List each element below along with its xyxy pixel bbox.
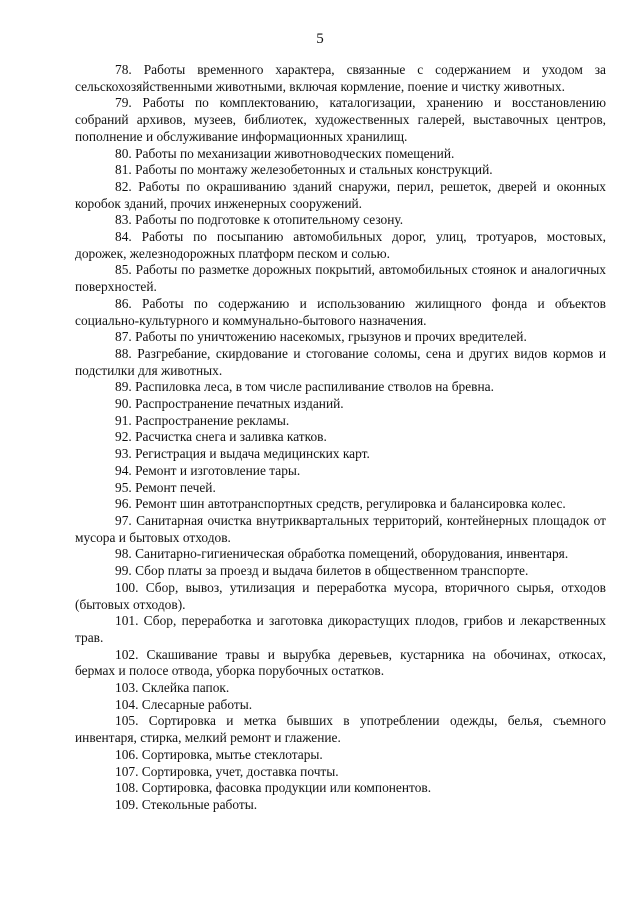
page-number: 5: [316, 31, 324, 47]
list-item: 91. Распространение рекламы.: [115, 412, 290, 428]
list-item: 93. Регистрация и выдача медицинских карт.: [115, 446, 370, 462]
list-item: 92. Расчистка снега и заливка катков.: [115, 429, 327, 445]
list-item: 80. Работы по механизации животноводческих помещений.: [115, 145, 455, 161]
list-item: 105. Сортировка и метка бывших в употреблении одежды, белья, съемного инвентаря, стирка, мелкий ремонт и глажение.: [75, 713, 606, 746]
list-item: 89. Распиловка леса, в том числе распиливание стволов на бревна.: [115, 379, 494, 395]
list-item: 87. Работы по уничтожению насекомых, грызунов и прочих вредителей.: [115, 329, 527, 345]
list-item: 78. Работы временного характера, связанные с содержанием и уходом за сельскохозяйственными животными, включая кормление, поение и чистку животных.: [75, 62, 606, 94]
list-item: 82. Работы по окрашиванию зданий снаружи, перил, решеток, дверей и оконных коробок зданий, прочих инженерных сооружений.: [75, 178, 606, 211]
list-item: 97. Санитарная очистка внутриквартальных территорий, контейнерных площадок от мусора и бытовых отходов.: [75, 512, 606, 545]
list-item: 84. Работы по посыпанию автомобильных дорог, улиц, тротуаров, мостовых, дорожек, железнодорожных платформ песком и солью.: [75, 229, 606, 261]
list-item: 86. Работы по содержанию и использованию жилищного фонда и объектов социально-культурного и коммунально-бытового назначения.: [75, 295, 606, 328]
document-body: [75, 62, 606, 814]
list-item: 100. Сбор, вывоз, утилизация и переработка мусора, вторичного сырья, отходов (бытовых отходов).: [75, 579, 606, 612]
list-item: 79. Работы по комплектованию, каталогизации, хранению и восстановлению собраний архивов, музеев, библиотек, художественных галерей, выставочных центров, пополнение и обслуживание информационных хранилищ.: [75, 95, 606, 144]
list-item: 95. Ремонт печей.: [115, 479, 216, 495]
list-item: 108. Сортировка, фасовка продукции или компонентов.: [115, 780, 432, 796]
list-item: 104. Слесарные работы.: [115, 696, 253, 712]
list-item: 94. Ремонт и изготовление тары.: [115, 462, 301, 478]
list-item: 103. Склейка папок.: [115, 680, 230, 696]
list-item: 101. Сбор, переработка и заготовка дикорастущих плодов, грибов и лекарственных трав.: [75, 613, 606, 645]
list-item: 88. Разгребание, скирдование и стогование соломы, сена и других видов кормов и подстилки для животных.: [75, 345, 606, 378]
list-item: 83. Работы по подготовке к отопительному сезону.: [115, 212, 404, 228]
list-item: 81. Работы по монтажу железобетонных и стальных конструкций.: [115, 162, 493, 178]
list-item: 102. Скашивание травы и вырубка деревьев, кустарника на обочинах, откосах, бермах и полосе отвода, уборка порубочных остатков.: [75, 646, 606, 679]
list-item: 107. Сортировка, учет, доставка почты.: [115, 763, 339, 779]
list-item: 106. Сортировка, мытье стеклотары.: [115, 746, 323, 762]
list-item: 109. Стекольные работы.: [115, 796, 258, 812]
list-item: 96. Ремонт шин автотранспортных средств, регулировка и балансировка колес.: [115, 496, 566, 512]
list-item: 85. Работы по разметке дорожных покрытий, автомобильных стоянок и аналогичных поверхностей.: [75, 262, 606, 295]
list-item: 90. Распространение печатных изданий.: [115, 396, 344, 412]
list-item: 98. Санитарно-гигиеническая обработка помещений, оборудования, инвентаря.: [115, 546, 569, 562]
list-item: 99. Сбор платы за проезд и выдача билетов в общественном транспорте.: [115, 563, 529, 579]
